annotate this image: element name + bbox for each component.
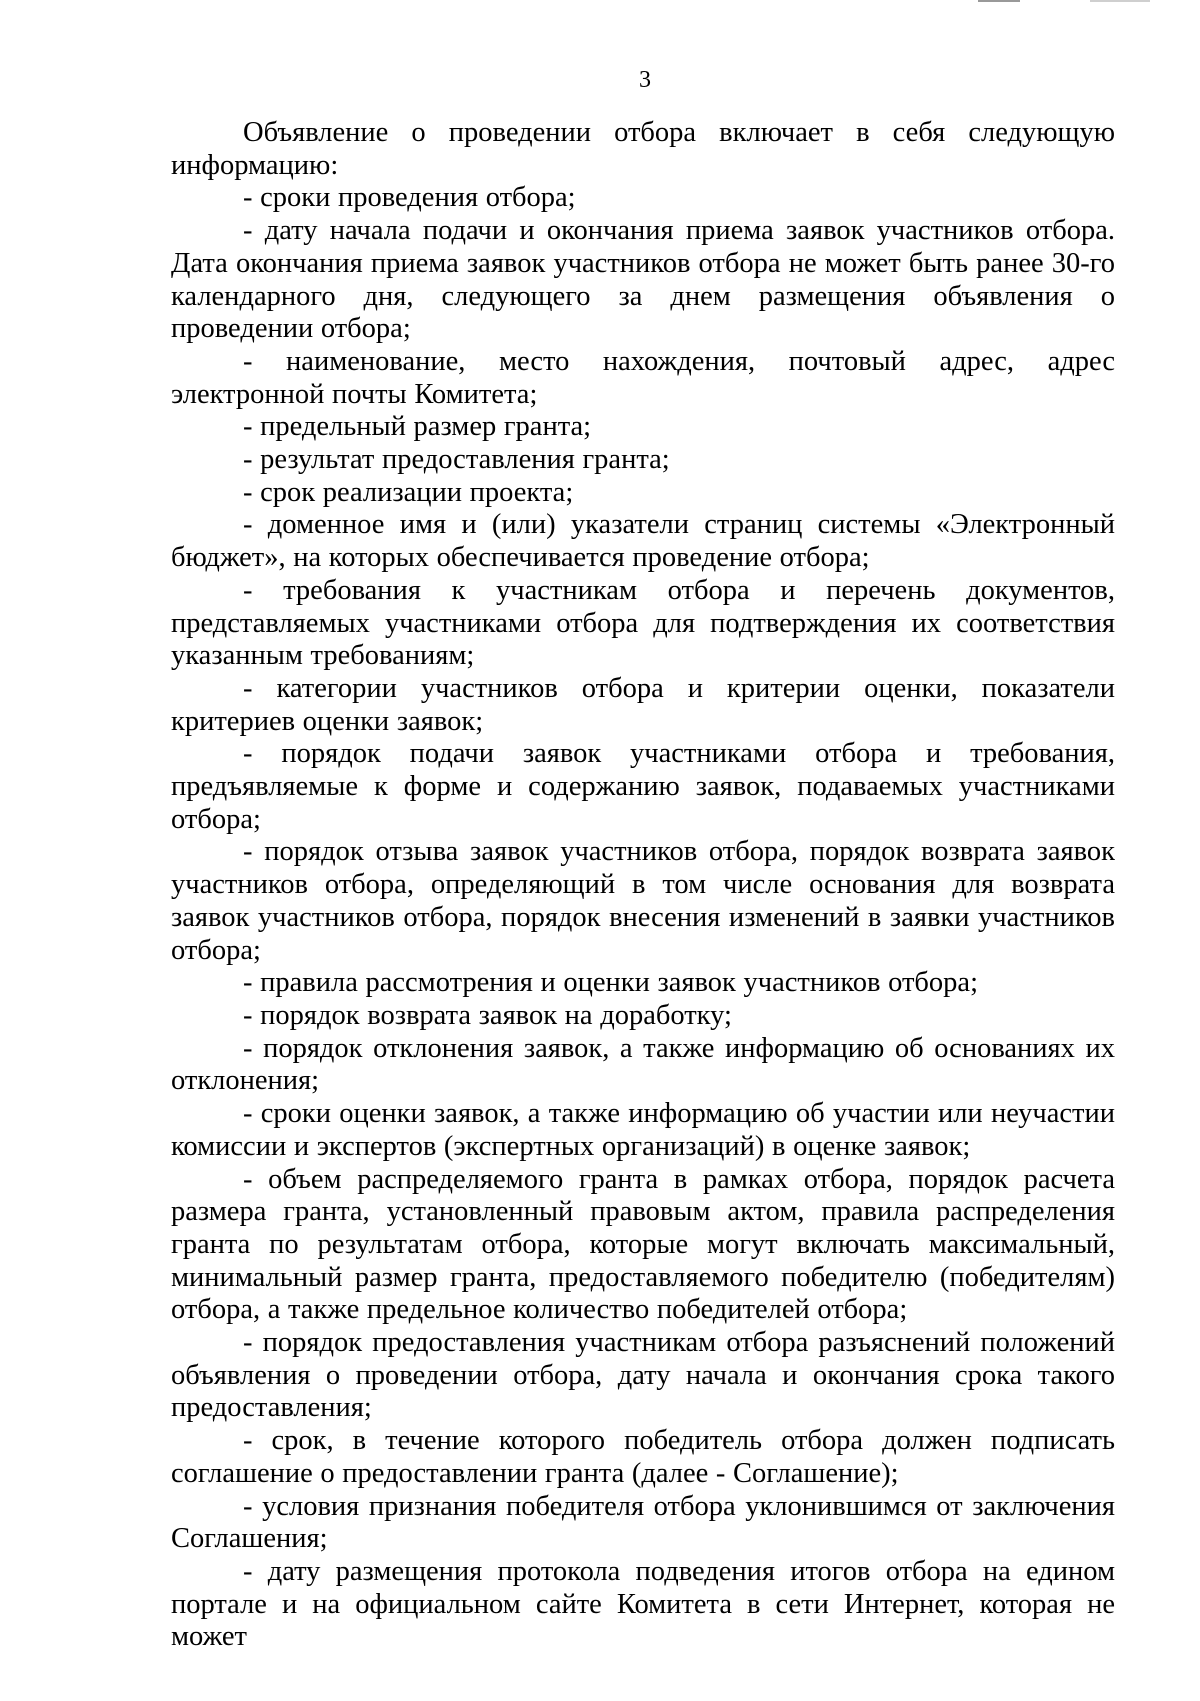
paragraph: - срок, в течение которого победитель отбора должен подписать соглашение о предоставлении гранта (далее - Соглашение); (171, 1425, 1115, 1489)
scan-artifact-line (1090, 0, 1150, 2)
paragraph: Объявление о проведении отбора включает в себя следующую информацию: (171, 117, 1115, 181)
paragraph: - правила рассмотрения и оценки заявок участников отбора; (243, 967, 978, 999)
paragraph: - сроки проведения отбора; (243, 182, 576, 214)
paragraph: - порядок подачи заявок участниками отбора и требования, предъявляемые к форме и содержанию заявок, подаваемых участниками отбора; (171, 738, 1115, 835)
paragraph: - порядок предоставления участникам отбора разъяснений положений объявления о проведении отбора, дату начала и окончания срока такого предоставления; (171, 1327, 1115, 1424)
scan-artifact-line (978, 0, 1020, 2)
paragraph: - порядок возврата заявок на доработку; (243, 999, 732, 1031)
paragraph: - доменное имя и (или) указатели страниц системы «Электронный бюджет», на которых обеспечивается проведение отбора; (171, 509, 1115, 574)
paragraph: - дату начала подачи и окончания приема заявок участников отбора. Дата окончания приема заявок участников отбора не может быть ранее 30-го календарного дня, следующего за днем размещения объявления о проведении отбора; (171, 215, 1115, 345)
paragraph: - предельный размер гранта; (243, 411, 592, 443)
paragraph: - объем распределяемого гранта в рамках отбора, порядок расчета размера гранта, установленный правовым актом, правила распределения гранта по результатам отбора, которые могут включать максимальный, минимальный размер гранта, предоставляемого победителю (победителям) отбора, а также предельное количество победителей отбора; (171, 1163, 1115, 1326)
paragraph: - порядок отзыва заявок участников отбора, порядок возврата заявок участников отбора, определяющий в том числе основания для возврата заявок участников отбора, порядок внесения изменений в заявки участников отбора; (171, 836, 1115, 966)
paragraph: - наименование, место нахождения, почтовый адрес, адрес электронной почты Комитета; (171, 345, 1115, 410)
paragraph: - условия признания победителя отбора уклонившимся от заключения Соглашения; (171, 1490, 1115, 1555)
paragraph: - дату размещения протокола подведения итогов отбора на едином портале и на официальном сайте Комитета в сети Интернет, которая не может (171, 1555, 1115, 1653)
document-body (171, 117, 1115, 1654)
paragraph: - порядок отклонения заявок, а также информацию об основаниях их отклонения; (171, 1032, 1115, 1097)
paragraph: - требования к участникам отбора и перечень документов, представляемых участниками отбора для подтверждения их соответствия указанным требованиям; (171, 574, 1115, 672)
paragraph: - срок реализации проекта; (243, 476, 574, 508)
paragraph: - результат предоставления гранта; (243, 444, 670, 476)
paragraph: - категории участников отбора и критерии оценки, показатели критериев оценки заявок; (171, 672, 1115, 737)
page-number: 3 (639, 67, 651, 93)
paragraph: - сроки оценки заявок, а также информацию об участии или неучастии комиссии и экспертов (экспертных организаций) в оценке заявок; (171, 1098, 1115, 1162)
